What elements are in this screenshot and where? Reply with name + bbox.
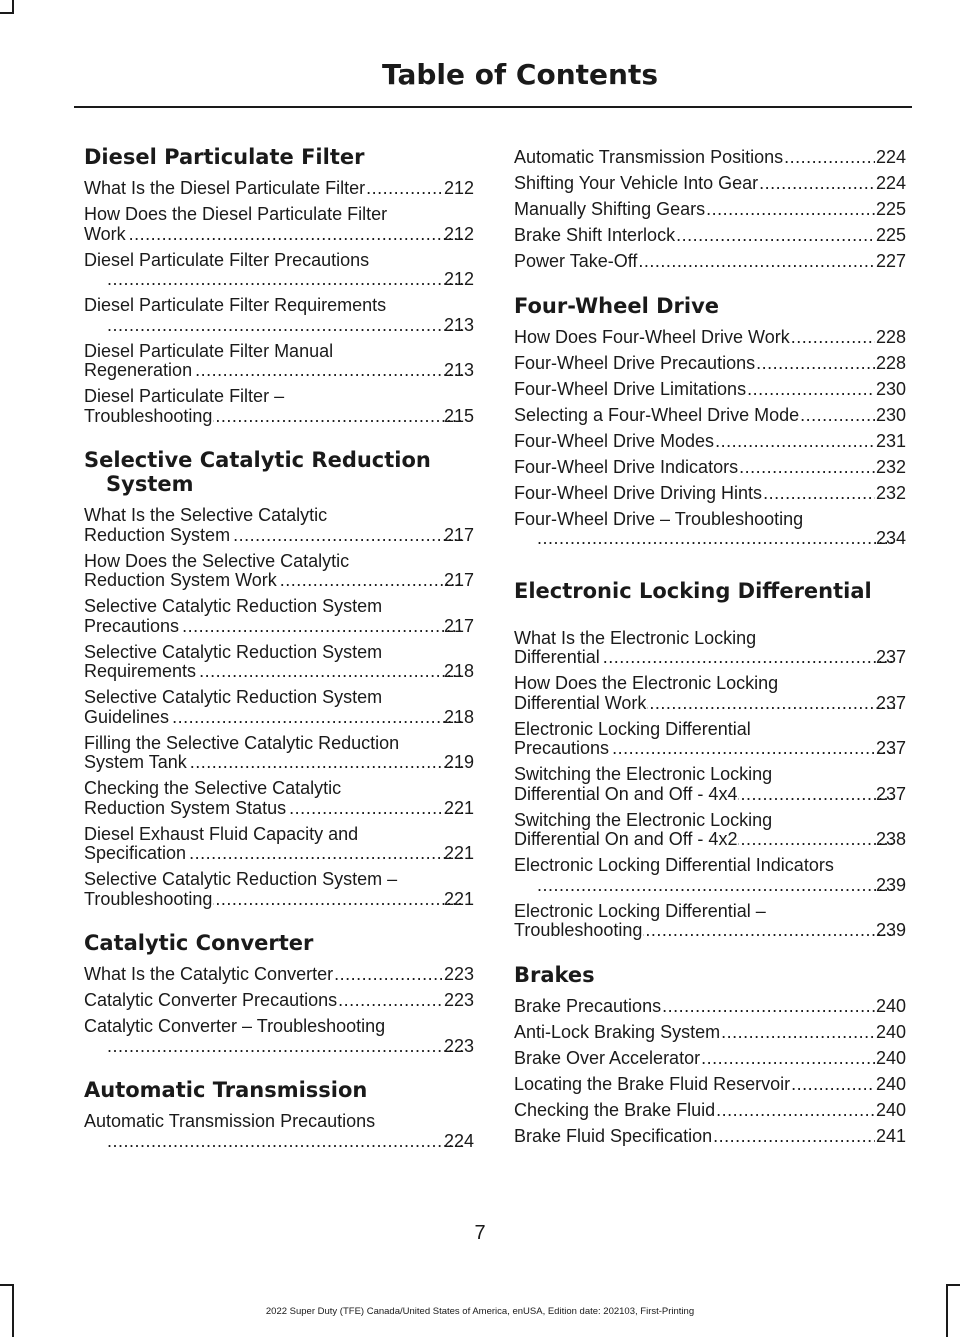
toc-entry-line	[514, 226, 906, 246]
section-heading	[84, 448, 474, 496]
toc-entry-title-cont: Troubleshooting	[84, 888, 213, 909]
toc-entry-line	[514, 1127, 906, 1147]
toc-entry-title: Power Take-Off	[514, 251, 638, 271]
section-heading	[84, 145, 474, 169]
toc-entry-title: Brake Precautions	[514, 995, 662, 1016]
toc-entry[interactable]	[514, 997, 906, 1017]
toc-entry-page: 239	[875, 874, 906, 895]
toc-entry-page: 223	[443, 964, 474, 984]
toc-entry-title: What Is the Catalytic Converter	[84, 964, 334, 984]
toc-section	[514, 963, 906, 1147]
toc-entry-line2	[534, 876, 906, 896]
toc-entry[interactable]	[514, 226, 906, 246]
toc-entry-title: Diesel Exhaust Fluid Capacity and	[84, 823, 359, 844]
toc-entry[interactable]	[84, 965, 474, 985]
toc-entry[interactable]	[84, 825, 474, 864]
toc-entry-line2	[84, 615, 474, 637]
toc-section	[84, 931, 474, 1056]
dot-leader	[721, 1023, 875, 1043]
toc-entry-page: 219	[443, 752, 474, 772]
dot-leader	[193, 361, 463, 381]
section-heading-text: Diesel Particulate Filter	[84, 145, 365, 169]
toc-entry-page: 237	[875, 783, 906, 804]
toc-entry-page: 232	[875, 482, 906, 503]
toc-entry[interactable]	[514, 811, 906, 850]
toc-entry-page: 237	[875, 692, 906, 713]
toc-entry-page: 225	[875, 225, 906, 245]
toc-entry-title: Locating the Brake Fluid Reservoir	[514, 1073, 791, 1094]
dot-leader	[763, 484, 875, 504]
dot-leader	[366, 179, 443, 199]
toc-entry[interactable]	[514, 1127, 906, 1147]
dot-leader	[197, 662, 463, 682]
toc-entry-title: Electronic Locking Differential –	[514, 900, 766, 921]
toc-entry-line2	[514, 920, 906, 941]
toc-section	[514, 148, 906, 272]
toc-entry-line	[84, 991, 474, 1011]
dot-leader	[287, 799, 463, 819]
dot-leader	[647, 694, 895, 714]
toc-entry-page: 234	[875, 528, 906, 548]
toc-entry-title-cont: Precautions	[514, 738, 610, 758]
toc-entry-title: Switching the Electronic Locking	[514, 809, 773, 830]
toc-entry-title: Diesel Particulate Filter Requirements	[84, 295, 387, 315]
toc-entry-title-cont: Reduction System	[84, 524, 231, 545]
toc-entry-title: Four-Wheel Drive Modes	[514, 430, 715, 451]
toc-entry-line2	[104, 1037, 474, 1057]
section-heading-text: Electronic Locking Differential	[514, 578, 872, 603]
toc-entry[interactable]	[84, 296, 474, 335]
toc-entry[interactable]	[84, 643, 474, 682]
section-heading-text: Selective Catalytic Reduction	[84, 448, 431, 472]
toc-entry-page: 223	[443, 990, 474, 1010]
crop-mark-bottom-left-h	[0, 1284, 14, 1286]
toc-entry-page: 224	[443, 1130, 474, 1151]
toc-entry-title: Four-Wheel Drive Limitations	[514, 378, 747, 399]
toc-entry-title: Four-Wheel Drive Precautions	[514, 352, 756, 373]
toc-entry-page: 224	[875, 173, 906, 193]
toc-column-left	[84, 145, 474, 1158]
toc-entry[interactable]	[84, 387, 474, 426]
section-heading	[514, 294, 906, 318]
section-heading	[514, 963, 906, 987]
toc-entry-title: Selective Catalytic Reduction System	[84, 596, 383, 616]
toc-entry-line2	[514, 647, 906, 668]
toc-entry[interactable]	[84, 1112, 474, 1151]
toc-entry[interactable]	[84, 179, 474, 199]
header-rule	[74, 106, 912, 108]
toc-entry[interactable]	[514, 354, 906, 374]
dot-leader	[188, 753, 463, 773]
toc-entry-line	[514, 1075, 906, 1095]
toc-entry[interactable]	[84, 342, 474, 381]
dot-leader	[213, 407, 463, 427]
toc-entry-page: 237	[875, 647, 906, 667]
toc-entry-line2	[84, 843, 474, 864]
toc-entry-page: 217	[443, 570, 474, 590]
toc-entry-line	[514, 328, 906, 348]
toc-entry-line	[514, 174, 906, 194]
dot-leader	[738, 785, 895, 805]
toc-entry[interactable]	[514, 1075, 906, 1095]
dot-leader	[338, 991, 443, 1011]
dot-leader	[105, 1037, 463, 1057]
toc-entry-page: 228	[875, 326, 906, 347]
toc-entry-title: Selective Catalytic Reduction System	[84, 641, 383, 662]
toc-entry-page: 212	[443, 269, 474, 289]
toc-entry-page: 213	[443, 360, 474, 380]
toc-entry-page: 223	[443, 1035, 474, 1056]
toc-entry[interactable]	[514, 148, 906, 168]
toc-entry[interactable]	[514, 1049, 906, 1069]
toc-entry-page: 241	[875, 1125, 906, 1146]
dot-leader	[706, 200, 875, 220]
toc-entry-line	[84, 965, 474, 985]
dot-leader	[759, 174, 875, 194]
toc-entry-title: Checking the Brake Fluid	[514, 1099, 716, 1120]
section-heading-text: Catalytic Converter	[84, 931, 314, 955]
dot-leader	[784, 148, 875, 168]
page-title: Table of Contents	[382, 58, 659, 91]
toc-entry-title: Catalytic Converter – Troubleshooting	[84, 1016, 386, 1036]
toc-entry[interactable]	[514, 432, 906, 452]
dot-leader	[180, 617, 463, 637]
toc-entry-title: Checking the Selective Catalytic	[84, 778, 342, 798]
toc-entry-title-cont: System Tank	[84, 752, 187, 772]
toc-entry-line2	[84, 223, 474, 245]
toc-entry-title: How Does Four-Wheel Drive Work	[514, 326, 790, 347]
dot-leader	[715, 432, 875, 452]
dot-leader	[756, 354, 875, 374]
toc-entry-title-cont: Specification	[84, 843, 187, 863]
dot-leader	[127, 225, 463, 245]
dot-leader	[791, 1075, 875, 1095]
toc-entry-title-cont: Work	[84, 223, 126, 244]
toc-entry-page: 221	[443, 843, 474, 863]
toc-entry-line2	[84, 752, 474, 773]
dot-leader	[535, 529, 895, 549]
toc-entry-page: 221	[443, 888, 474, 909]
toc-entry[interactable]	[514, 484, 906, 504]
toc-entry-title: Brake Fluid Specification	[514, 1125, 713, 1146]
toc-entry-title-cont: Reduction System Work	[84, 570, 277, 590]
dot-leader	[739, 458, 875, 478]
toc-entry-page: 240	[875, 995, 906, 1016]
toc-entry[interactable]	[514, 252, 906, 272]
toc-entry-title: Automatic Transmission Precautions	[84, 1111, 376, 1131]
toc-entry[interactable]	[514, 856, 906, 895]
toc-entry[interactable]	[514, 629, 906, 668]
toc-entry-line2	[514, 783, 906, 805]
toc-entry-title: Four-Wheel Drive – Troubleshooting	[514, 508, 804, 529]
section-heading-text: Four-Wheel Drive	[514, 293, 720, 318]
toc-entry-line2	[104, 1132, 474, 1152]
toc-entry[interactable]	[514, 1023, 906, 1043]
toc-entry-line2	[104, 316, 474, 336]
toc-entry-line	[514, 1023, 906, 1043]
toc-entry-page: 212	[443, 178, 474, 198]
crop-mark-top-left-h	[0, 12, 14, 14]
footer-edition: 2022 Super Duty (TFE) Canada/United States of America, enUSA, Edition date: 202103, First-Printing	[265, 1306, 695, 1317]
dot-leader	[535, 876, 895, 896]
toc-entry-page: 237	[875, 738, 906, 758]
toc-entry-page: 215	[443, 405, 474, 426]
dot-leader	[643, 921, 895, 941]
toc-entry-page: 218	[443, 661, 474, 681]
toc-entry[interactable]	[84, 991, 474, 1011]
toc-entry-line	[514, 148, 906, 168]
toc-entry-page: 218	[443, 706, 474, 727]
toc-entry[interactable]	[84, 251, 474, 290]
toc-entry-title: Switching the Electronic Locking	[514, 764, 773, 784]
toc-entry-line	[514, 997, 906, 1017]
toc-entry-title: Selecting a Four-Wheel Drive Mode	[514, 404, 800, 425]
toc-entry-line2	[84, 797, 474, 819]
toc-entry-line	[514, 406, 906, 426]
toc-section	[84, 145, 474, 426]
toc-entry-title: What Is the Diesel Particulate Filter	[84, 178, 366, 198]
toc-entry-page: 240	[875, 1021, 906, 1042]
toc-entry-page: 212	[443, 223, 474, 244]
toc-entry-line	[514, 354, 906, 374]
toc-entry-line	[514, 380, 906, 400]
toc-entry[interactable]	[84, 779, 474, 818]
dot-leader	[601, 648, 895, 668]
toc-entry-line	[84, 179, 474, 199]
toc-entry-line2	[84, 570, 474, 591]
dot-leader	[638, 252, 875, 272]
toc-entry[interactable]	[514, 765, 906, 804]
toc-entry-page: 230	[875, 378, 906, 399]
toc-entry-page: 240	[875, 1073, 906, 1094]
toc-entry-line	[514, 1049, 906, 1069]
section-heading-continuation: System	[106, 472, 194, 496]
toc-entry[interactable]	[514, 200, 906, 220]
section-heading	[514, 579, 906, 603]
toc-entry-page: 217	[443, 524, 474, 545]
dot-leader	[105, 270, 463, 290]
toc-entry-line	[514, 200, 906, 220]
toc-entry[interactable]	[514, 406, 906, 426]
toc-entry-page: 225	[875, 199, 906, 219]
dot-leader	[610, 739, 895, 759]
toc-entry-page: 224	[875, 147, 906, 167]
toc-entry-title-cont: Requirements	[84, 661, 197, 681]
toc-entry-line2	[514, 692, 906, 714]
toc-entry-title: How Does the Selective Catalytic	[84, 550, 350, 571]
toc-entry-line2	[84, 706, 474, 728]
toc-entry-title-cont: Differential	[514, 647, 600, 667]
toc-entry[interactable]	[514, 902, 906, 941]
toc-entry-page: 213	[443, 314, 474, 335]
toc-entry-title: Selective Catalytic Reduction System –	[84, 869, 398, 889]
toc-entry-line	[514, 458, 906, 478]
toc-entry-title: Diesel Particulate Filter Manual	[84, 340, 334, 361]
toc-entry-page: 239	[875, 920, 906, 940]
toc-entry[interactable]	[84, 597, 474, 636]
toc-entry[interactable]	[514, 380, 906, 400]
toc-entry-title: How Does the Electronic Locking	[514, 673, 779, 693]
toc-entry-title: Electronic Locking Differential Indicators	[514, 855, 834, 875]
toc-entry-line2	[84, 405, 474, 427]
section-heading-text: Automatic Transmission	[84, 1078, 368, 1102]
toc-entry-page: 227	[875, 251, 906, 271]
toc-entry-title: Electronic Locking Differential	[514, 718, 751, 739]
toc-entry-line2	[84, 888, 474, 910]
dot-leader	[662, 997, 875, 1017]
dot-leader	[334, 965, 443, 985]
dot-leader	[231, 526, 463, 546]
toc-section	[84, 448, 474, 909]
toc-entry-title: What Is the Selective Catalytic	[84, 505, 328, 525]
toc-entry[interactable]	[514, 458, 906, 478]
toc-entry[interactable]	[84, 552, 474, 591]
dot-leader	[170, 708, 463, 728]
section-heading	[84, 1078, 474, 1102]
toc-entry-line2	[84, 360, 474, 381]
dot-leader	[105, 316, 463, 336]
toc-entry-page: 232	[875, 456, 906, 477]
toc-entry[interactable]	[514, 1101, 906, 1121]
toc-entry-page: 230	[875, 404, 906, 425]
toc-entry-line2	[514, 738, 906, 759]
dot-leader	[105, 1132, 463, 1152]
toc-entry-page: 240	[875, 1047, 906, 1068]
dot-leader	[701, 1049, 875, 1069]
toc-entry-line2	[84, 661, 474, 682]
toc-entry-title: Diesel Particulate Filter Precautions	[84, 249, 370, 270]
section-heading-text: Brakes	[514, 962, 595, 987]
toc-entry-title: Selective Catalytic Reduction System	[84, 687, 383, 707]
page-number: 7	[474, 1222, 486, 1244]
toc-entry-line	[514, 484, 906, 504]
toc-entry-page: 231	[875, 430, 906, 451]
toc-entry-title: Automatic Transmission Positions	[514, 147, 784, 167]
toc-entry-line	[514, 252, 906, 272]
toc-entry-title-cont: Guidelines	[84, 706, 170, 727]
toc-entry[interactable]	[84, 688, 474, 727]
toc-entry[interactable]	[84, 1017, 474, 1056]
toc-entry-title-cont: Troubleshooting	[84, 405, 213, 426]
toc-entry-line2	[534, 529, 906, 549]
toc-entry-line2	[514, 829, 906, 850]
toc-entry-title: Brake Shift Interlock	[514, 225, 676, 245]
toc-entry-title-cont: Differential On and Off - 4x4	[514, 783, 738, 804]
dot-leader	[278, 571, 463, 591]
toc-entry[interactable]	[84, 734, 474, 773]
dot-leader	[747, 380, 875, 400]
toc-entry-title-cont: Differential On and Off - 4x2	[514, 829, 738, 849]
toc-entry[interactable]	[514, 720, 906, 759]
dot-leader	[676, 226, 875, 246]
crop-mark-bottom-right-h	[946, 1284, 960, 1286]
toc-entry[interactable]	[514, 328, 906, 348]
toc-entry-title: Four-Wheel Drive Indicators	[514, 456, 739, 477]
toc-entry-title-cont: Precautions	[84, 615, 180, 636]
dot-leader	[800, 406, 875, 426]
toc-entry-title: Catalytic Converter Precautions	[84, 990, 338, 1010]
toc-entry-page: 217	[443, 615, 474, 636]
toc-entry-line	[514, 1101, 906, 1121]
toc-entry[interactable]	[84, 870, 474, 909]
dot-leader	[713, 1127, 875, 1147]
toc-entry-page: 238	[875, 829, 906, 849]
toc-entry-line2	[104, 270, 474, 290]
toc-entry-title-cont: Differential Work	[514, 692, 647, 713]
toc-entry-title-cont: Troubleshooting	[514, 920, 643, 940]
dot-leader	[716, 1101, 875, 1121]
toc-entry-title: Anti-Lock Braking System	[514, 1021, 721, 1042]
toc-entry[interactable]	[514, 674, 906, 713]
dot-leader	[791, 328, 875, 348]
toc-entry-page: 228	[875, 352, 906, 373]
toc-entry-line2	[84, 524, 474, 546]
toc-entry[interactable]	[84, 506, 474, 545]
toc-entry[interactable]	[514, 510, 906, 549]
toc-entry-title: Shifting Your Vehicle Into Gear	[514, 173, 759, 193]
toc-entry-page: 240	[875, 1099, 906, 1120]
toc-entry-line	[514, 432, 906, 452]
toc-entry-title: What Is the Electronic Locking	[514, 627, 757, 648]
toc-entry[interactable]	[84, 205, 474, 244]
section-heading	[84, 931, 474, 955]
toc-column-right	[514, 148, 906, 1153]
toc-section	[514, 579, 906, 941]
toc-section	[84, 1078, 474, 1151]
toc-entry-title: Manually Shifting Gears	[514, 199, 706, 219]
toc-entry-title: How Does the Diesel Particulate Filter	[84, 204, 388, 224]
dot-leader	[738, 830, 895, 850]
toc-entry-title: Diesel Particulate Filter –	[84, 386, 285, 406]
toc-entry-title: Four-Wheel Drive Driving Hints	[514, 482, 763, 503]
toc-entry-page: 221	[443, 797, 474, 818]
toc-entry-title: Brake Over Accelerator	[514, 1047, 701, 1068]
toc-entry[interactable]	[514, 174, 906, 194]
toc-section	[514, 294, 906, 549]
toc-entry-title-cont: Regeneration	[84, 360, 193, 380]
dot-leader	[187, 844, 463, 864]
dot-leader	[213, 890, 463, 910]
toc-entry-title-cont: Reduction System Status	[84, 797, 287, 818]
toc-entry-title: Filling the Selective Catalytic Reduction	[84, 732, 400, 753]
